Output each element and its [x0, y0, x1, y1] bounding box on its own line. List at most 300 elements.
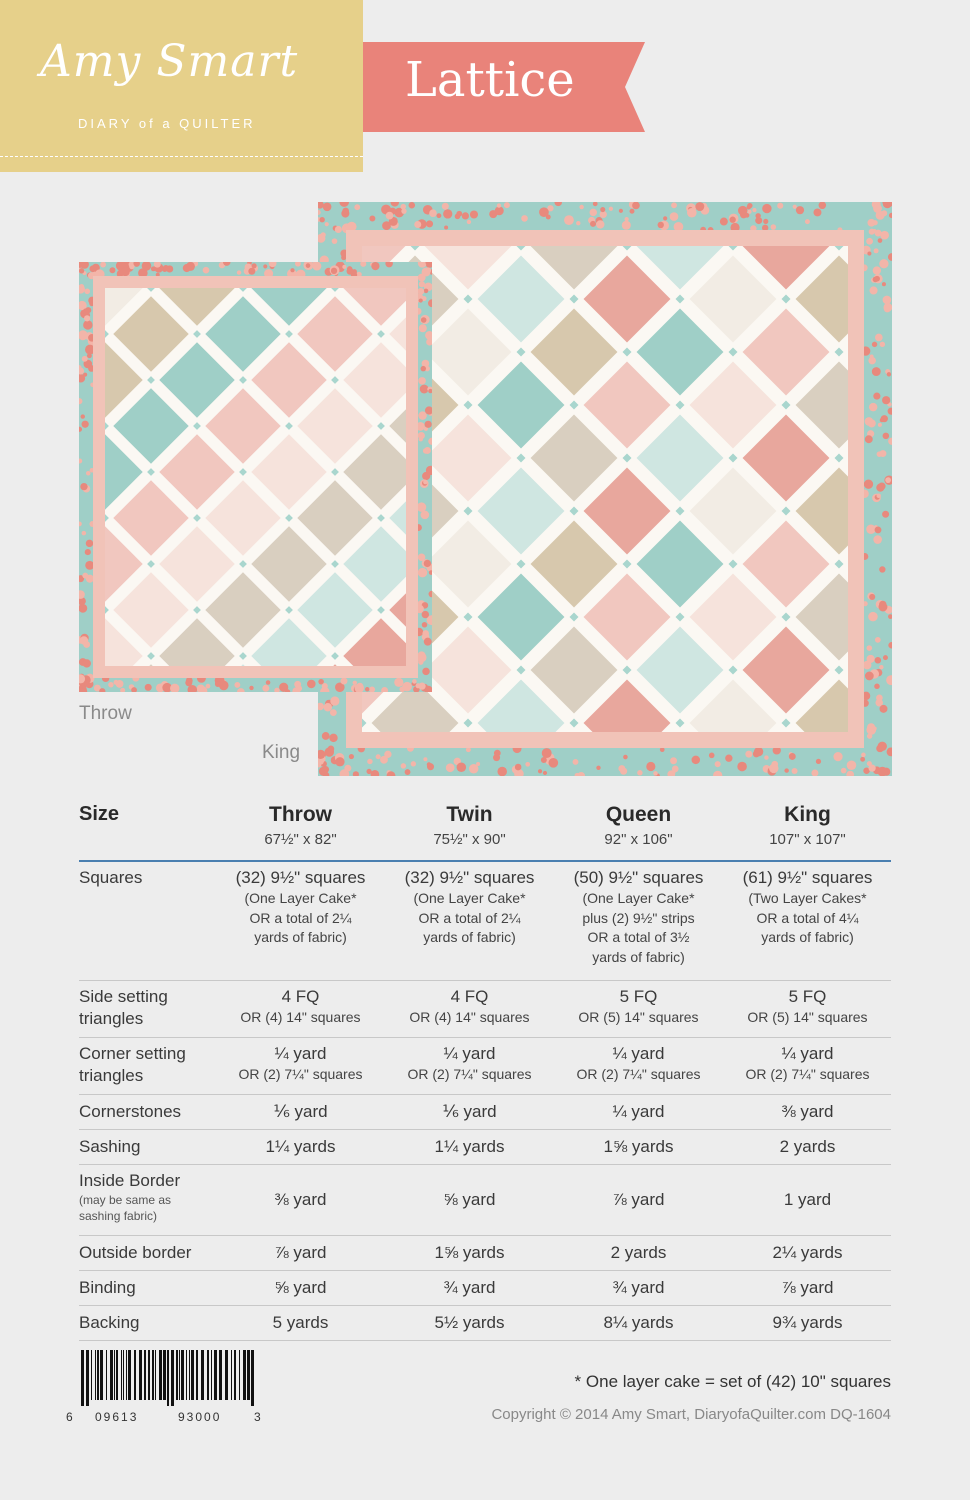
border-flower — [347, 268, 354, 275]
border-flower — [864, 480, 873, 489]
border-flower — [878, 423, 882, 427]
cell-detail: plus (2) 9½" strips — [582, 909, 695, 926]
barcode-bar — [207, 1350, 209, 1400]
border-flower — [324, 703, 332, 711]
table-cell — [216, 1189, 385, 1211]
column-header-twin — [385, 803, 554, 848]
cell-amount: ¾ yard — [443, 1278, 496, 1297]
border-flower — [609, 207, 613, 211]
cell-amount: ⅞ yard — [274, 1243, 327, 1262]
border-flower — [630, 209, 635, 214]
table-row — [79, 1165, 891, 1236]
border-flower — [422, 622, 428, 628]
cell-amount: ¼ yard — [612, 1102, 665, 1121]
stitch-line — [0, 156, 363, 157]
border-flower — [596, 766, 600, 770]
row-label-text: Backing — [79, 1313, 140, 1332]
border-flower — [865, 435, 873, 443]
barcode-bar — [239, 1350, 240, 1400]
border-flower — [86, 471, 91, 476]
border-flower — [729, 217, 735, 223]
border-flower — [83, 641, 90, 648]
border-flower — [504, 202, 510, 208]
border-flower — [424, 289, 429, 294]
barcode-bar — [225, 1350, 228, 1400]
border-flower — [841, 768, 847, 774]
barcode-bar — [128, 1350, 131, 1400]
border-flower — [402, 682, 412, 692]
border-flower — [418, 411, 426, 419]
border-flower — [755, 217, 762, 224]
border-flower — [878, 603, 887, 612]
border-flower — [876, 747, 880, 751]
barcode — [79, 1350, 259, 1406]
border-flower — [493, 754, 500, 761]
border-flower — [876, 494, 880, 498]
border-flower — [873, 393, 880, 400]
cell-amount: (32) 9½" squares — [404, 868, 535, 887]
cell-amount: 5½ yards — [434, 1313, 505, 1332]
border-flower — [335, 757, 344, 766]
king-label: King — [262, 742, 301, 763]
border-flower — [421, 511, 430, 520]
border-flower — [121, 267, 130, 276]
border-flower — [342, 265, 346, 269]
border-flower — [357, 683, 364, 690]
border-flower — [885, 477, 891, 483]
border-flower — [873, 220, 878, 225]
border-flower — [423, 757, 427, 761]
table-cell — [216, 986, 385, 1028]
cell-amount: 9¾ yards — [772, 1313, 843, 1332]
border-flower — [266, 680, 271, 685]
column-name: Throw — [269, 803, 332, 826]
barcode-bar — [191, 1350, 194, 1400]
border-flower — [332, 238, 338, 244]
barcode-bar — [95, 1350, 96, 1400]
cell-amount: ¾ yard — [612, 1278, 665, 1297]
barcode-bar — [116, 1350, 118, 1400]
table-row — [79, 981, 891, 1038]
border-flower — [290, 268, 294, 272]
border-flower — [456, 211, 462, 217]
cell-amount: 1¼ yards — [265, 1137, 336, 1156]
barcode-bar — [189, 1350, 190, 1400]
border-flower — [294, 681, 301, 688]
border-flower — [354, 204, 360, 210]
row-label-text: Inside Border — [79, 1171, 181, 1190]
cell-detail: OR (5) 14" squares — [747, 1009, 868, 1025]
border-flower — [418, 553, 426, 561]
layer-cake-footnote: * One layer cake = set of (42) 10" squares — [574, 1372, 891, 1391]
barcode-bar — [159, 1350, 162, 1400]
border-flower — [318, 759, 324, 765]
column-dimensions: 107" x 107" — [769, 831, 846, 848]
table-cell — [723, 1043, 892, 1085]
border-flower — [417, 502, 426, 511]
barcode-bar — [247, 1350, 250, 1400]
border-flower — [82, 421, 89, 428]
border-flower — [79, 284, 84, 289]
border-flower — [637, 770, 642, 775]
barcode-bar — [163, 1350, 166, 1400]
border-flower — [883, 296, 892, 305]
cell-amount: 4 FQ — [450, 987, 489, 1006]
border-flower — [422, 611, 429, 618]
border-flower — [866, 238, 873, 245]
column-header-king — [723, 803, 892, 848]
column-name: King — [784, 803, 831, 826]
cell-detail: OR (2) 7¼" squares — [407, 1066, 532, 1082]
barcode-bar — [106, 1350, 107, 1400]
border-flower — [596, 220, 604, 228]
border-flower — [206, 684, 211, 689]
border-flower — [85, 561, 94, 570]
border-flower — [771, 761, 778, 768]
border-flower — [646, 762, 655, 771]
table-cell — [723, 1242, 892, 1264]
cell-amount: 2¼ yards — [772, 1243, 843, 1262]
cell-amount: (50) 9½" squares — [573, 868, 704, 887]
border-flower — [771, 224, 777, 230]
barcode-bar — [155, 1350, 156, 1400]
border-flower — [497, 203, 501, 207]
border-flower — [515, 764, 522, 771]
border-flower — [412, 679, 417, 684]
table-cell — [385, 1277, 554, 1299]
cell-detail: yards of fabric) — [592, 948, 685, 965]
border-flower — [394, 678, 403, 687]
border-flower — [880, 705, 888, 713]
table-cell — [216, 1242, 385, 1264]
border-flower — [421, 366, 426, 371]
border-flower — [424, 638, 432, 646]
row-label — [79, 1242, 191, 1264]
barcode-bar — [176, 1350, 178, 1400]
border-flower — [325, 222, 329, 226]
table-cell — [554, 1101, 723, 1123]
border-flower — [203, 267, 210, 274]
border-flower — [660, 747, 665, 752]
border-flower — [418, 432, 425, 439]
border-flower — [622, 221, 631, 230]
border-flower — [422, 267, 431, 276]
border-flower — [521, 215, 528, 222]
table-cell — [554, 986, 723, 1028]
row-label-note: (may be same as sashing fabric) — [79, 1193, 172, 1223]
border-flower — [879, 566, 885, 572]
cell-amount: ¼ yard — [443, 1044, 496, 1063]
border-flower — [376, 754, 381, 759]
border-flower — [564, 215, 574, 225]
border-flower — [875, 334, 883, 342]
column-dimensions: 92" x 106" — [604, 831, 673, 848]
border-flower — [590, 209, 597, 216]
border-flower — [796, 206, 804, 214]
barcode-bar — [186, 1350, 187, 1400]
border-flower — [720, 218, 728, 226]
table-cell — [554, 1136, 723, 1158]
border-flower — [860, 757, 865, 762]
border-flower — [872, 367, 881, 376]
table-row — [79, 862, 891, 981]
border-flower — [330, 696, 339, 705]
border-flower — [185, 679, 192, 686]
border-flower — [777, 203, 783, 209]
border-flower — [619, 209, 623, 213]
barcode-bar — [234, 1350, 236, 1400]
border-flower — [870, 286, 878, 294]
border-flower — [419, 299, 423, 303]
border-flower — [882, 282, 886, 286]
border-flower — [874, 684, 880, 690]
border-flower — [763, 219, 768, 224]
cell-detail: yards of fabric) — [761, 929, 854, 945]
border-flower — [340, 678, 347, 685]
border-flower — [590, 221, 596, 227]
barcode-bar — [134, 1350, 136, 1400]
border-flower — [833, 752, 842, 761]
border-flower — [620, 768, 627, 775]
border-flower — [330, 709, 337, 716]
border-flower — [670, 212, 679, 221]
cell-detail: OR (4) 14" squares — [409, 1009, 530, 1025]
border-flower — [745, 751, 752, 758]
border-flower — [816, 759, 821, 764]
barcode-digit-lead: 6 — [66, 1410, 73, 1424]
column-header-throw — [216, 803, 385, 848]
border-flower — [875, 526, 882, 533]
border-flower — [866, 525, 875, 534]
cell-detail: OR (2) 7¼" squares — [576, 1066, 701, 1082]
border-flower — [108, 682, 113, 687]
border-flower — [805, 219, 810, 224]
border-flower — [497, 767, 507, 776]
border-flower — [861, 753, 866, 758]
table-row — [79, 1236, 891, 1271]
border-flower — [414, 221, 421, 228]
border-flower — [234, 682, 240, 688]
table-cell — [723, 1277, 892, 1299]
throw-quilt-image — [79, 262, 432, 692]
table-cell — [216, 1101, 385, 1123]
border-flower — [887, 372, 891, 376]
border-flower — [784, 768, 788, 772]
border-flower — [576, 221, 580, 225]
row-label-text: Sashing — [79, 1137, 141, 1156]
cell-amount: 1 yard — [783, 1190, 832, 1209]
column-name: Twin — [446, 803, 493, 826]
table-row — [79, 1130, 891, 1165]
cell-detail: (One Layer Cake* — [413, 890, 526, 906]
border-flower — [813, 208, 821, 216]
border-flower — [877, 767, 887, 776]
border-flower — [543, 771, 547, 775]
table-body — [79, 862, 891, 1341]
barcode-bar — [219, 1350, 222, 1400]
border-flower — [879, 259, 888, 268]
border-flower — [418, 568, 427, 577]
border-flower — [328, 746, 335, 753]
border-flower — [847, 760, 857, 770]
border-flower — [263, 264, 267, 268]
row-label-text: Outside border — [79, 1243, 192, 1262]
cell-amount: ⅞ yard — [612, 1190, 665, 1209]
table-cell — [385, 1136, 554, 1158]
border-flower — [882, 396, 890, 404]
border-flower — [424, 560, 431, 567]
cell-detail: (One Layer Cake* — [244, 890, 357, 906]
border-flower — [870, 355, 874, 359]
border-flower — [878, 238, 883, 243]
border-flower — [429, 209, 437, 217]
row-label — [79, 1043, 204, 1087]
cell-detail: OR (4) 14" squares — [240, 1009, 361, 1025]
border-flower — [335, 226, 342, 233]
table-cell — [554, 1242, 723, 1264]
fabric-requirements-table — [79, 800, 891, 1341]
table-cell — [385, 1101, 554, 1123]
table-cell — [385, 1312, 554, 1334]
border-flower — [419, 324, 427, 332]
border-flower — [422, 630, 429, 637]
border-flower — [365, 687, 369, 691]
cell-amount: ⅙ yard — [442, 1102, 497, 1121]
border-flower — [329, 734, 337, 742]
border-flower — [874, 276, 880, 282]
border-flower — [129, 264, 134, 269]
border-flower — [145, 684, 152, 691]
row-label-text: Corner setting triangles — [79, 1044, 186, 1085]
border-flower — [663, 216, 667, 220]
barcode-bar — [251, 1350, 254, 1406]
border-flower — [883, 655, 888, 660]
border-flower — [82, 531, 87, 536]
border-flower — [873, 535, 882, 544]
border-flower — [386, 212, 394, 220]
barcode-bar — [121, 1350, 122, 1400]
border-flower — [623, 755, 628, 760]
border-flower — [747, 210, 751, 214]
border-flower — [262, 685, 269, 692]
copyright-notice: Copyright © 2014 Amy Smart, DiaryofaQuilter.com DQ-1604 — [491, 1406, 891, 1423]
barcode-bar — [114, 1350, 115, 1400]
border-flower — [409, 202, 416, 209]
border-flower — [764, 755, 768, 759]
table-cell — [723, 867, 892, 948]
cell-amount: ⅝ yard — [274, 1278, 327, 1297]
barcode-bar — [139, 1350, 142, 1400]
border-flower — [442, 203, 449, 210]
border-flower — [600, 207, 605, 212]
cell-amount: ¼ yard — [612, 1044, 665, 1063]
border-flower — [421, 317, 427, 323]
border-flower — [875, 230, 882, 237]
border-flower — [745, 213, 750, 218]
row-label — [79, 1312, 139, 1334]
row-label — [79, 986, 204, 1030]
barcode-bar — [231, 1350, 232, 1400]
border-flower — [754, 747, 763, 756]
border-flower — [417, 651, 425, 659]
border-flower — [541, 757, 547, 763]
border-flower — [878, 482, 885, 489]
table-cell — [723, 1312, 892, 1334]
border-flower — [793, 205, 797, 209]
border-flower — [366, 769, 371, 774]
border-flower — [876, 695, 883, 702]
table-cell — [216, 867, 385, 948]
cell-detail: OR (2) 7¼" squares — [238, 1066, 363, 1082]
pattern-title: Lattice — [405, 52, 575, 108]
border-flower — [687, 208, 697, 218]
border-flower — [349, 754, 354, 759]
barcode-digit-check: 3 — [254, 1410, 261, 1424]
border-flower — [867, 251, 871, 255]
table-cell — [554, 867, 723, 967]
border-flower — [151, 266, 156, 271]
table-cell — [723, 986, 892, 1028]
cell-amount: ⅝ yard — [443, 1190, 496, 1209]
border-flower — [215, 681, 221, 687]
cell-detail: OR a total of 2¼ — [249, 909, 352, 926]
column-dimensions: 75½" x 90" — [433, 831, 506, 848]
border-flower — [116, 680, 124, 688]
border-flower — [875, 637, 881, 643]
row-label-text: Side setting triangles — [79, 987, 168, 1028]
barcode-bar — [211, 1350, 212, 1400]
border-flower — [369, 216, 375, 222]
table-cell — [216, 1043, 385, 1085]
border-flower — [579, 205, 584, 210]
border-flower — [86, 540, 93, 547]
row-label-text: Squares — [79, 868, 143, 887]
border-flower — [405, 769, 411, 775]
border-flower — [83, 659, 91, 667]
cell-detail: OR a total of 3½ — [587, 929, 690, 945]
border-flower — [401, 208, 406, 213]
column-name: Queen — [605, 803, 672, 826]
barcode-bar — [144, 1350, 146, 1400]
border-flower — [418, 683, 425, 690]
row-label — [79, 1277, 136, 1299]
border-flower — [89, 265, 96, 272]
table-cell — [554, 1277, 723, 1299]
cell-amount: 8¼ yards — [603, 1313, 674, 1332]
cell-amount: 2 yards — [610, 1243, 667, 1262]
border-flower — [880, 418, 884, 422]
row-label-text: Cornerstones — [79, 1102, 182, 1121]
table-cell — [723, 1101, 892, 1123]
cell-amount: 2 yards — [779, 1137, 836, 1156]
border-flower — [695, 202, 704, 211]
border-flower — [880, 342, 885, 347]
border-flower — [353, 681, 357, 685]
border-flower — [653, 771, 658, 776]
barcode-bar — [81, 1350, 84, 1406]
border-flower — [879, 665, 883, 669]
barcode-bar — [110, 1350, 113, 1400]
border-flower — [84, 315, 90, 321]
border-flower — [868, 612, 877, 621]
table-cell — [554, 1043, 723, 1085]
table-cell — [554, 1189, 723, 1211]
barcode-digits-left: 09613 — [95, 1410, 139, 1424]
border-flower — [549, 758, 559, 768]
table-cell — [723, 1189, 892, 1211]
border-flower — [426, 220, 433, 227]
table-cell — [216, 1136, 385, 1158]
